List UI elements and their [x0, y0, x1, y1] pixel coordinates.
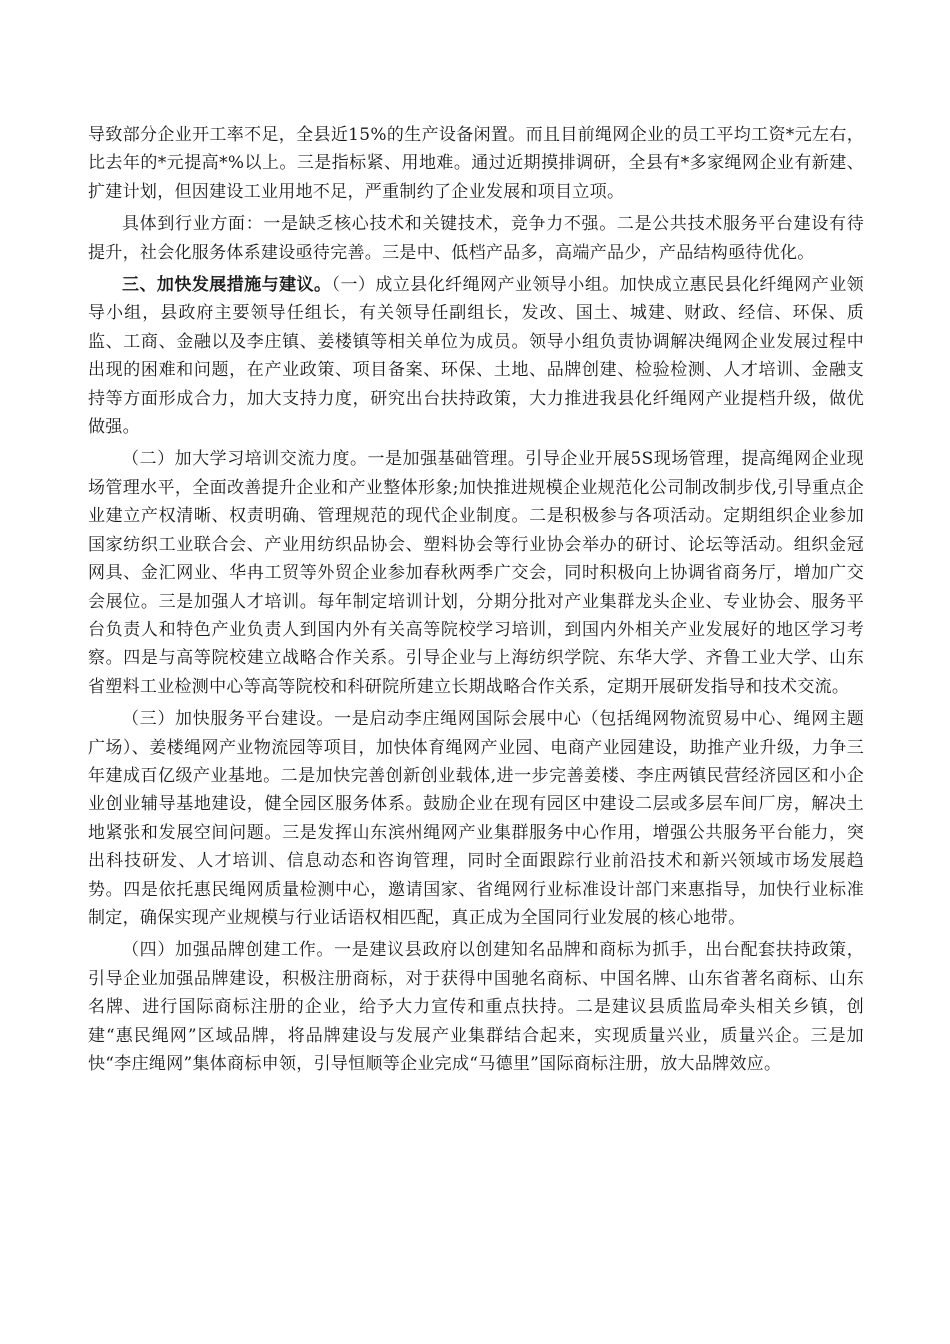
paragraph-4 [88, 445, 864, 701]
document-body [88, 121, 864, 1082]
section-heading: 三、加快发展措施与建议。 [122, 275, 332, 296]
paragraph-6 [88, 936, 864, 1078]
paragraph-3 [88, 271, 864, 441]
paragraph-2 [88, 210, 864, 267]
paragraph-1 [88, 121, 864, 206]
paragraph-1-text: 导致部分企业开工率不足，全县近15%的生产设备闲置。而且目前绳网企业的员工平均工资*元左右，比去年的*元提高*%以上。三是指标紧、用地难。通过近期摸排调研，全县有*多家绳网企业有新建、扩建计划，但因建设工业用地不足，严重制约了企业发展和项目立项。 [88, 125, 864, 202]
paragraph-6-text: （四）加强品牌创建工作。一是建议县政府以创建知名品牌和商标为抓手，出台配套扶持政策，引导企业加强品牌建设，积极注册商标，对于获得中国驰名商标、中国名牌、山东省著名商标、山东名牌、进行国际商标注册的企业，给予大力宣传和重点扶持。二是建议县质监局牵头相关乡镇，创建“惠民绳网”区域品牌，将品牌建设与发展产业集群结合起来，实现质量兴业，质量兴企。三是加快“李庄绳网”集体商标申领，引导恒顺等企业完成“马德里”国际商标注册，放大品牌效应。 [88, 940, 864, 1074]
paragraph-5-text: （三）加快服务平台建设。一是启动李庄绳网国际会展中心（包括绳网物流贸易中心、绳网主题广场）、姜楼绳网产业物流园等项目，加快体育绳网产业园、电商产业园建设，助推产业升级，力争三年建成百亿级产业基地。二是加快完善创新创业载体,进一步完善姜楼、李庄两镇民营经济园区和小企业创业辅导基地建设，健全园区服务体系。鼓励企业在现有园区中建设二层或多层车间厂房，解决土地紧张和发展空间问题。三是发挥山东滨州绳网产业集群服务中心作用，增强公共服务平台能力，突出科技研发、人才培训、信息动态和咨询管理，同时全面跟踪行业前沿技术和新兴领域市场发展趋势。四是依托惠民绳网质量检测中心，邀请国家、省绳网行业标准设计部门来惠指导，加快行业标准制定，确保实现产业规模与行业话语权相匹配，真正成为全国同行业发展的核心地带。 [88, 709, 864, 928]
paragraph-3-text: （一）成立县化纤绳网产业领导小组。加快成立惠民县化纤绳网产业领导小组，县政府主要领导任组长，有关领导任副组长，发改、国土、城建、财政、经信、环保、质监、工商、金融以及李庄镇、姜楼镇等相关单位为成员。领导小组负责协调解决绳网企业发展过程中出现的困难和问题，在产业政策、项目备案、环保、土地、品牌创建、检验检测、人才培训、金融支持等方面形成合力，加大支持力度，研究出台扶持政策，大力推进我县化纤绳网产业提档升级，做优做强。 [88, 275, 864, 438]
paragraph-4-text: （二）加大学习培训交流力度。一是加强基础管理。引导企业开展5S现场管理，提高绳网企业现场管理水平，全面改善提升企业和产业整体形象;加快推进规模企业规范化公司制改制步伐,引导重点企业建立产权清晰、权责明确、管理规范的现代企业制度。二是积极参与各项活动。定期组织企业参加国家纺织工业联合会、产业用纺织品协会、塑料协会等行业协会举办的研讨、论坛等活动。组织金冠网具、金汇网业、华冉工贸等外贸企业参加春秋两季广交会，同时积极向上协调省商务厅，增加广交会展位。三是加强人才培训。每年制定培训计划，分期分批对产业集群龙头企业、专业协会、服务平台负责人和特色产业负责人到国内外有关高等院校学习培训，到国内外相关产业发展好的地区学习考察。四是与高等院校建立战略合作关系。引导企业与上海纺织学院、东华大学、齐鲁工业大学、山东省塑料工业检测中心等高等院校和科研院所建立长期战略合作关系，定期开展研发指导和技术交流。 [88, 449, 864, 697]
paragraph-5 [88, 705, 864, 932]
paragraph-2-text: 具体到行业方面：一是缺乏核心技术和关键技术，竞争力不强。二是公共技术服务平台建设有待提升，社会化服务体系建设亟待完善。三是中、低档产品多，高端产品少，产品结构亟待优化。 [88, 214, 864, 263]
